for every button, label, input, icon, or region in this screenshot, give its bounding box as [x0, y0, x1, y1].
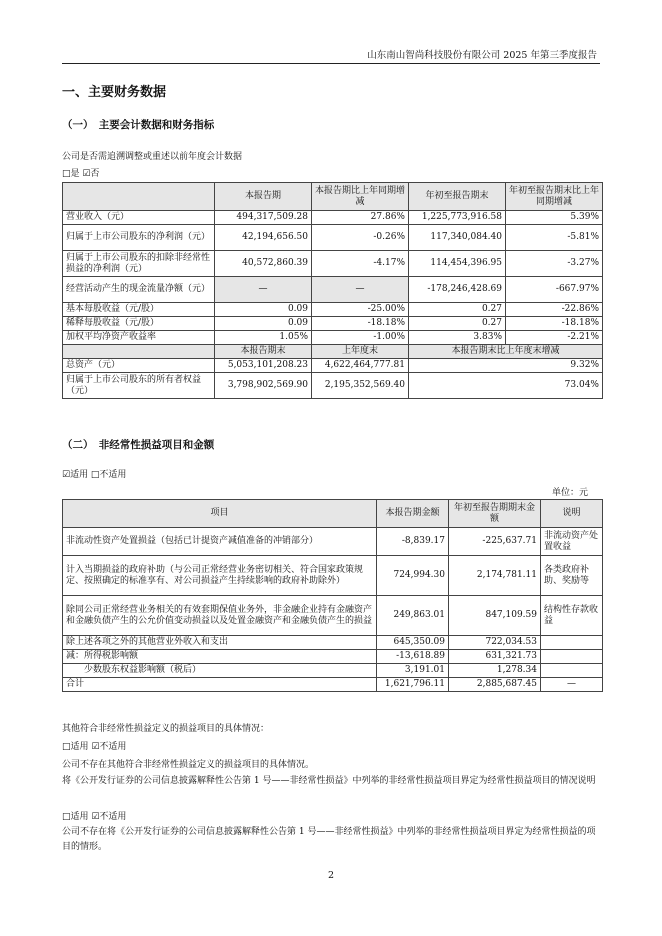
nonrecurring-table [62, 499, 603, 692]
value-cell: 4,622,464,777.81 [312, 359, 409, 373]
financial-data-table [62, 182, 603, 399]
row-label: 计入当期损益的政府补助（与公司正常经营业务密切相关、符合国家政策规定、按照确定的标准享有、对公司损益产生持续影响的政府补助除外） [63, 556, 377, 596]
table-row [63, 373, 603, 399]
page-header: 山东南山智尚科技股份有限公司 2025 年第三季度报告 [367, 50, 597, 61]
note-cell: 各类政府补助、奖励等 [541, 556, 603, 596]
value-cell: -178,246,428.69 [409, 277, 506, 303]
note-cell: — [541, 678, 603, 692]
value-cell: -1.00% [312, 331, 409, 345]
restate-question: 公司是否需追溯调整或重述以前年度会计数据 [62, 152, 243, 162]
value-cell: -22.86% [506, 303, 603, 317]
value-cell: 5.39% [506, 211, 603, 225]
section-title: 一、主要财务数据 [62, 85, 167, 100]
header-cell: 本报告期 [215, 183, 312, 211]
row-label: 稀释每股收益（元/股） [63, 317, 215, 331]
value-cell: — [215, 277, 312, 303]
value-cell: 73.04% [409, 373, 603, 399]
value-cell: 3.83% [409, 331, 506, 345]
value-cell: 42,194,656.50 [215, 225, 312, 251]
subsection-title-1: （一） 主要会计数据和财务指标 [62, 119, 215, 131]
table-row [63, 277, 603, 303]
value-cell: 5,053,101,208.23 [215, 359, 312, 373]
row-label: 减：所得税影响额 [63, 650, 377, 664]
value-cell: 494,317,509.28 [215, 211, 312, 225]
row-label: 合计 [63, 678, 377, 692]
header-cell: 项目 [63, 500, 377, 528]
table-row [63, 678, 603, 692]
value-cell: 2,885,687.45 [449, 678, 541, 692]
value-cell: -3.27% [506, 251, 603, 277]
header-cell: 本报告期比上年同期增减 [312, 183, 409, 211]
value-cell: 9.32% [409, 359, 603, 373]
value-cell: 631,321.73 [449, 650, 541, 664]
value-cell: -225,637.71 [449, 528, 541, 556]
table-row [63, 331, 603, 345]
unit-label: 单位：元 [551, 488, 588, 498]
note-cell [541, 650, 603, 664]
value-cell: -5.81% [506, 225, 603, 251]
header-divider [62, 63, 600, 64]
row-label: 经营活动产生的现金流量净额（元） [63, 277, 215, 303]
note-cell [541, 636, 603, 650]
header-cell: 年初至报告期末比上年同期增减 [506, 183, 603, 211]
value-cell: -13,618.89 [377, 650, 449, 664]
classification-question: 将《公开发行证券的公司信息披露解释性公告第 1 号——非经常性损益》中列举的非经常性损益项目界定为经常性损益项目的情况说明 [62, 776, 596, 786]
other-items-question: 其他符合非经常性损益定义的损益项目的具体情况： [62, 724, 270, 734]
value-cell: — [312, 277, 409, 303]
table-row [63, 636, 603, 650]
note-cell: 结构性存款收益 [541, 596, 603, 636]
table-subheader-row [63, 345, 603, 359]
row-label: 除上述各项之外的其他营业外收入和支出 [63, 636, 377, 650]
value-cell: 0.09 [215, 317, 312, 331]
value-cell: 3,798,902,569.90 [215, 373, 312, 399]
table-row [63, 556, 603, 596]
header-cell: 上年度末 [312, 345, 409, 359]
row-label: 营业收入（元） [63, 211, 215, 225]
value-cell: -8,839.17 [377, 528, 449, 556]
value-cell: 117,340,084.40 [409, 225, 506, 251]
restate-answer: □是 ☑否 [62, 169, 100, 179]
value-cell: -0.26% [312, 225, 409, 251]
note-cell: 非流动资产处置收益 [541, 528, 603, 556]
table-header-row [63, 500, 603, 528]
row-label: 除同公司正常经营业务相关的有效套期保值业务外，非金融企业持有金融资产和金融负债产生的公允价值变动损益以及处置金融资产和金融负债产生的损益 [63, 596, 377, 636]
header-cell [63, 183, 215, 211]
value-cell: 2,195,352,569.40 [312, 373, 409, 399]
value-cell: 1,278.34 [449, 664, 541, 678]
other-items-answer: □适用 ☑不适用 [62, 742, 127, 752]
row-label: 加权平均净资产收益率 [63, 331, 215, 345]
table-row [63, 225, 603, 251]
value-cell: 724,994.30 [377, 556, 449, 596]
classification-answer: □适用 ☑不适用 [62, 812, 127, 822]
header-cell: 本报告期末比上年度末增减 [409, 345, 603, 359]
value-cell: -25.00% [312, 303, 409, 317]
header-cell: 本报告期末 [215, 345, 312, 359]
header-cell [63, 345, 215, 359]
value-cell: -18.18% [506, 317, 603, 331]
row-label: 少数股东权益影响额（税后） [63, 664, 377, 678]
value-cell: 0.27 [409, 303, 506, 317]
value-cell: 3,191.01 [377, 664, 449, 678]
value-cell: -18.18% [312, 317, 409, 331]
table-row [63, 317, 603, 331]
value-cell: 40,572,860.39 [215, 251, 312, 277]
row-label: 非流动性资产处置损益（包括已计提资产减值准备的冲销部分） [63, 528, 377, 556]
table-row [63, 596, 603, 636]
note-cell [541, 664, 603, 678]
subsection-title-2: （二） 非经常性损益项目和金额 [62, 439, 215, 451]
table-row [63, 211, 603, 225]
value-cell: -2.21% [506, 331, 603, 345]
value-cell: 722,034.53 [449, 636, 541, 650]
table-row [63, 303, 603, 317]
value-cell: -667.97% [506, 277, 603, 303]
value-cell: -4.17% [312, 251, 409, 277]
page-number: 2 [327, 870, 335, 881]
row-label: 基本每股收益（元/股） [63, 303, 215, 317]
value-cell: 2,174,781.11 [449, 556, 541, 596]
header-cell: 年初至报告期末 [409, 183, 506, 211]
value-cell: 645,350.09 [377, 636, 449, 650]
header-cell: 说明 [541, 500, 603, 528]
table-row [63, 664, 603, 678]
value-cell: 249,863.01 [377, 596, 449, 636]
value-cell: 847,109.59 [449, 596, 541, 636]
value-cell: 1,225,773,916.58 [409, 211, 506, 225]
row-label: 归属于上市公司股东的扣除非经常性损益的净利润（元） [63, 251, 215, 277]
value-cell: 0.27 [409, 317, 506, 331]
value-cell: 114,454,396.95 [409, 251, 506, 277]
table-row [63, 650, 603, 664]
header-cell: 本报告期金额 [377, 500, 449, 528]
value-cell: 27.86% [312, 211, 409, 225]
table-row [63, 251, 603, 277]
nonrecurring-applicable: ☑适用 □不适用 [62, 470, 127, 480]
classification-text: 公司不存在将《公开发行证券的公司信息披露解释性公告第 1 号——非经常性损益》中列举的非经常性损益项目界定为经常性损益的项目的情形。 [62, 827, 596, 852]
other-items-text: 公司不存在其他符合非经常性损益定义的损益项目的具体情况。 [62, 760, 315, 770]
table-header-row [63, 183, 603, 211]
value-cell: 1.05% [215, 331, 312, 345]
row-label: 归属于上市公司股东的净利润（元） [63, 225, 215, 251]
value-cell: 0.09 [215, 303, 312, 317]
table-row [63, 359, 603, 373]
row-label: 归属于上市公司股东的所有者权益（元） [63, 373, 215, 399]
value-cell: 1,621,796.11 [377, 678, 449, 692]
row-label: 总资产（元） [63, 359, 215, 373]
table-row [63, 528, 603, 556]
header-cell: 年初至报告期期末金额 [449, 500, 541, 528]
